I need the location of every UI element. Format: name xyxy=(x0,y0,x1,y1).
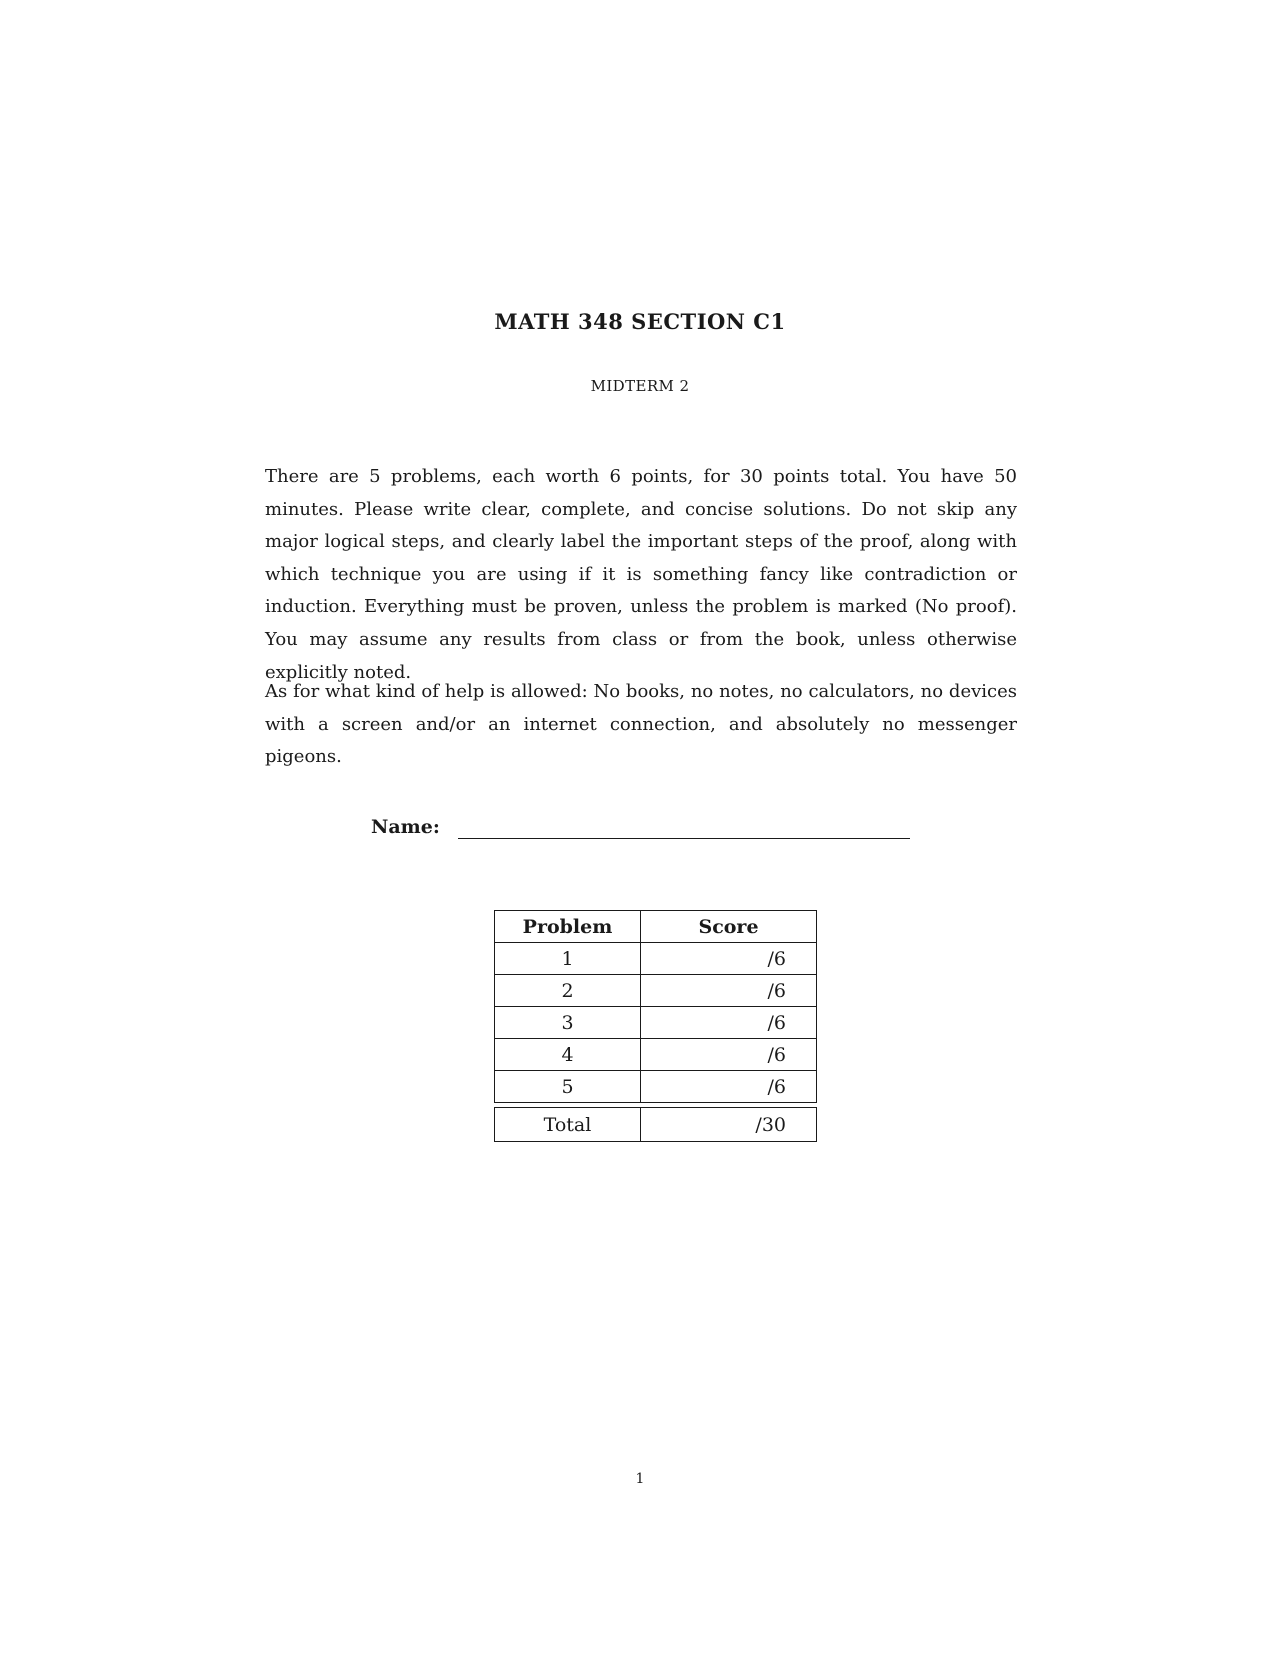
exam-title: MATH 348 SECTION C1 xyxy=(494,309,786,334)
instructions-paragraph: There are 5 problems, each worth 6 points, for 30 points total. You have 50 minutes. Please write clear, complete, and concise solutions. Do not skip any major logical steps, and clearly label the important steps of the proof, along with which technique you are using if it is something fancy like contradiction or induction. Everything must be proven, unless the problem is marked (No proof). You may assume any results from class or from the book, unless otherwise explicitly noted. xyxy=(265,466,1017,683)
total-label: Total xyxy=(495,1108,641,1142)
exam-subtitle: MIDTERM 2 xyxy=(590,377,690,395)
problem-number: 1 xyxy=(495,943,641,975)
total-score: /30 xyxy=(641,1108,817,1142)
score-cell: /6 xyxy=(641,975,817,1007)
table-row xyxy=(495,1007,817,1039)
score-table xyxy=(494,910,817,1142)
problem-number: 3 xyxy=(495,1007,641,1039)
table-row xyxy=(495,1071,817,1103)
score-column-header: Score xyxy=(641,911,817,943)
table-header-row xyxy=(495,911,817,943)
table-row xyxy=(495,1039,817,1071)
name-blank-line[interactable] xyxy=(458,838,910,839)
problem-number: 5 xyxy=(495,1071,641,1103)
problem-column-header: Problem xyxy=(495,911,641,943)
name-label: Name: xyxy=(371,816,440,838)
score-cell: /6 xyxy=(641,1007,817,1039)
problem-number: 2 xyxy=(495,975,641,1007)
score-cell: /6 xyxy=(641,1039,817,1071)
total-row xyxy=(495,1108,817,1142)
score-cell: /6 xyxy=(641,943,817,975)
allowed-help-paragraph: As for what kind of help is allowed: No books, no notes, no calculators, no devices with a screen and/or an internet connection, and absolutely no messenger pigeons. xyxy=(265,681,1017,768)
score-cell: /6 xyxy=(641,1071,817,1103)
page-number: 1 xyxy=(635,1471,645,1487)
table-row xyxy=(495,975,817,1007)
table-row xyxy=(495,943,817,975)
problem-number: 4 xyxy=(495,1039,641,1071)
